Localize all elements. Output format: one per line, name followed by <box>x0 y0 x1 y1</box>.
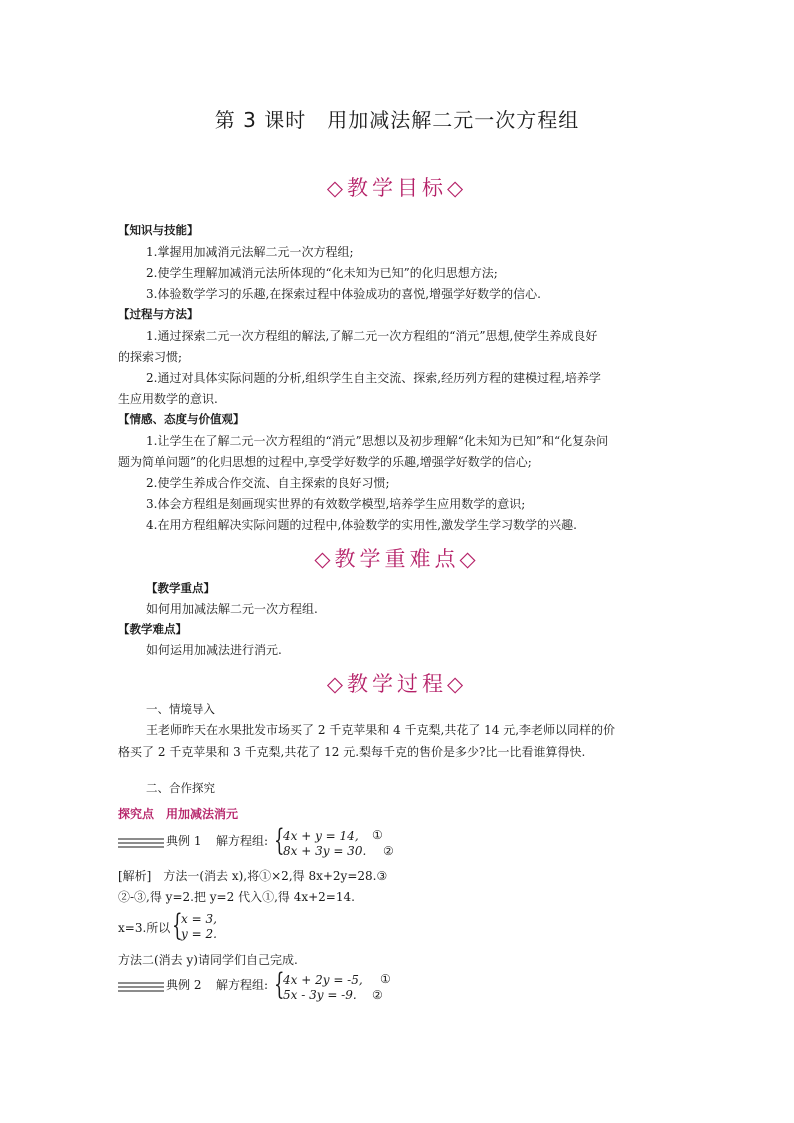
example2-prompt: 解方程组: <box>216 978 269 992</box>
method-line-2: 的探索习惯; <box>118 350 183 364</box>
method-line-1: 1.通过探索二元一次方程组的解法,了解二元一次方程组的“消元”思想,使学生养成良好 <box>146 329 598 343</box>
method-line-4: 生应用数学的意识. <box>118 392 218 406</box>
section-heading-key-points: ◇教学重难点◇ <box>314 547 480 571</box>
difficulty-text: 如何运用加减法进行消元. <box>146 643 282 657</box>
knowledge-heading: 【知识与技能】 <box>118 223 199 237</box>
scenario-line-2: 格买了 2 千克苹果和 3 千克梨,共花了 12 元.梨每千克的售价是多少?比一比看谁算得快. <box>118 745 586 759</box>
solution-line-1: [解析] 方法一(消去 x),将①×2,得 8x+2y=28.③ <box>118 869 388 883</box>
example2-tag1: ① <box>380 972 391 986</box>
example1-tag2: ② <box>383 844 394 858</box>
explore-point: 探究点 用加减法消元 <box>118 807 239 821</box>
method-heading: 【过程与方法】 <box>118 307 199 321</box>
difficulty-heading: 【教学难点】 <box>118 622 187 636</box>
solution-line-2: ②-③,得 y=2.把 y=2 代入①,得 4x+2=14. <box>118 890 355 904</box>
knowledge-item-3: 3.体验数学学习的乐趣,在探索过程中体验成功的喜悦,增强学好数学的信心. <box>146 287 541 301</box>
emotion-line-5: 4.在用方程组解决实际问题的过程中,体验数学的实用性,激发学生学习数学的兴趣. <box>146 518 577 532</box>
example1-brace: { <box>274 823 285 858</box>
example1-prompt: 解方程组: <box>216 834 269 848</box>
method-line-3: 2.通过对具体实际问题的分析,组织学生自主交流、探索,经历列方程的建模过程,培养学 <box>146 371 601 385</box>
lesson-title: 第 3 课时 用加减法解二元一次方程组 <box>214 108 580 132</box>
emotion-heading: 【情感、态度与价值观】 <box>118 412 245 426</box>
focus-text: 如何用加减法解二元一次方程组. <box>146 602 318 616</box>
result-y: y = 2. <box>181 927 217 941</box>
example1-eq2: 8x + 3y = 30. <box>283 844 367 858</box>
emotion-line-2: 题为简单问题”的化归思想的过程中,享受学好数学的乐趣,增强学好数学的信心; <box>118 455 532 469</box>
example2-eq1: 4x + 2y = -5, <box>283 973 363 987</box>
emotion-line-4: 3.体会方程组是刻画现实世界的有效数学模型,培养学生应用数学的意识; <box>146 497 526 511</box>
example1-label: 典例 1 <box>166 834 202 848</box>
example-badge-icon <box>118 836 164 848</box>
example1-tag1: ① <box>372 828 383 842</box>
focus-heading: 【教学重点】 <box>146 581 215 595</box>
example2-eq2: 5x - 3y = -9. <box>283 988 357 1002</box>
result-x: x = 3, <box>181 912 217 926</box>
example-badge-icon <box>118 980 164 992</box>
emotion-line-1: 1.让学生在了解二元一次方程组的“消元”思想以及初步理解“化未知为已知”和“化复杂问 <box>146 434 609 448</box>
section-heading-process: ◇教学过程◇ <box>326 672 468 696</box>
result-brace: { <box>172 908 183 943</box>
example2-brace: { <box>274 967 285 1002</box>
example1-eq1: 4x + y = 14, <box>283 829 359 843</box>
result-prefix: x=3.所以 <box>118 921 171 935</box>
emotion-line-3: 2.使学生养成合作交流、自主探索的良好习惯; <box>146 476 390 490</box>
example2-tag2: ② <box>372 988 383 1002</box>
knowledge-item-2: 2.使学生理解加减消元法所体现的“化未知为已知”的化归思想方法; <box>146 266 498 280</box>
part2-heading: 二、合作探究 <box>146 781 215 795</box>
section-heading-objectives: ◇教学目标◇ <box>326 176 468 200</box>
example2-label: 典例 2 <box>166 978 202 992</box>
knowledge-item-1: 1.掌握用加减消元法解二元一次方程组; <box>146 245 354 259</box>
method2-text: 方法二(消去 y)请同学们自己完成. <box>118 953 298 967</box>
part1-heading: 一、情境导入 <box>146 702 215 716</box>
scenario-line-1: 王老师昨天在水果批发市场买了 2 千克苹果和 4 千克梨,共花了 14 元,李老师以同样的价 <box>146 723 616 737</box>
